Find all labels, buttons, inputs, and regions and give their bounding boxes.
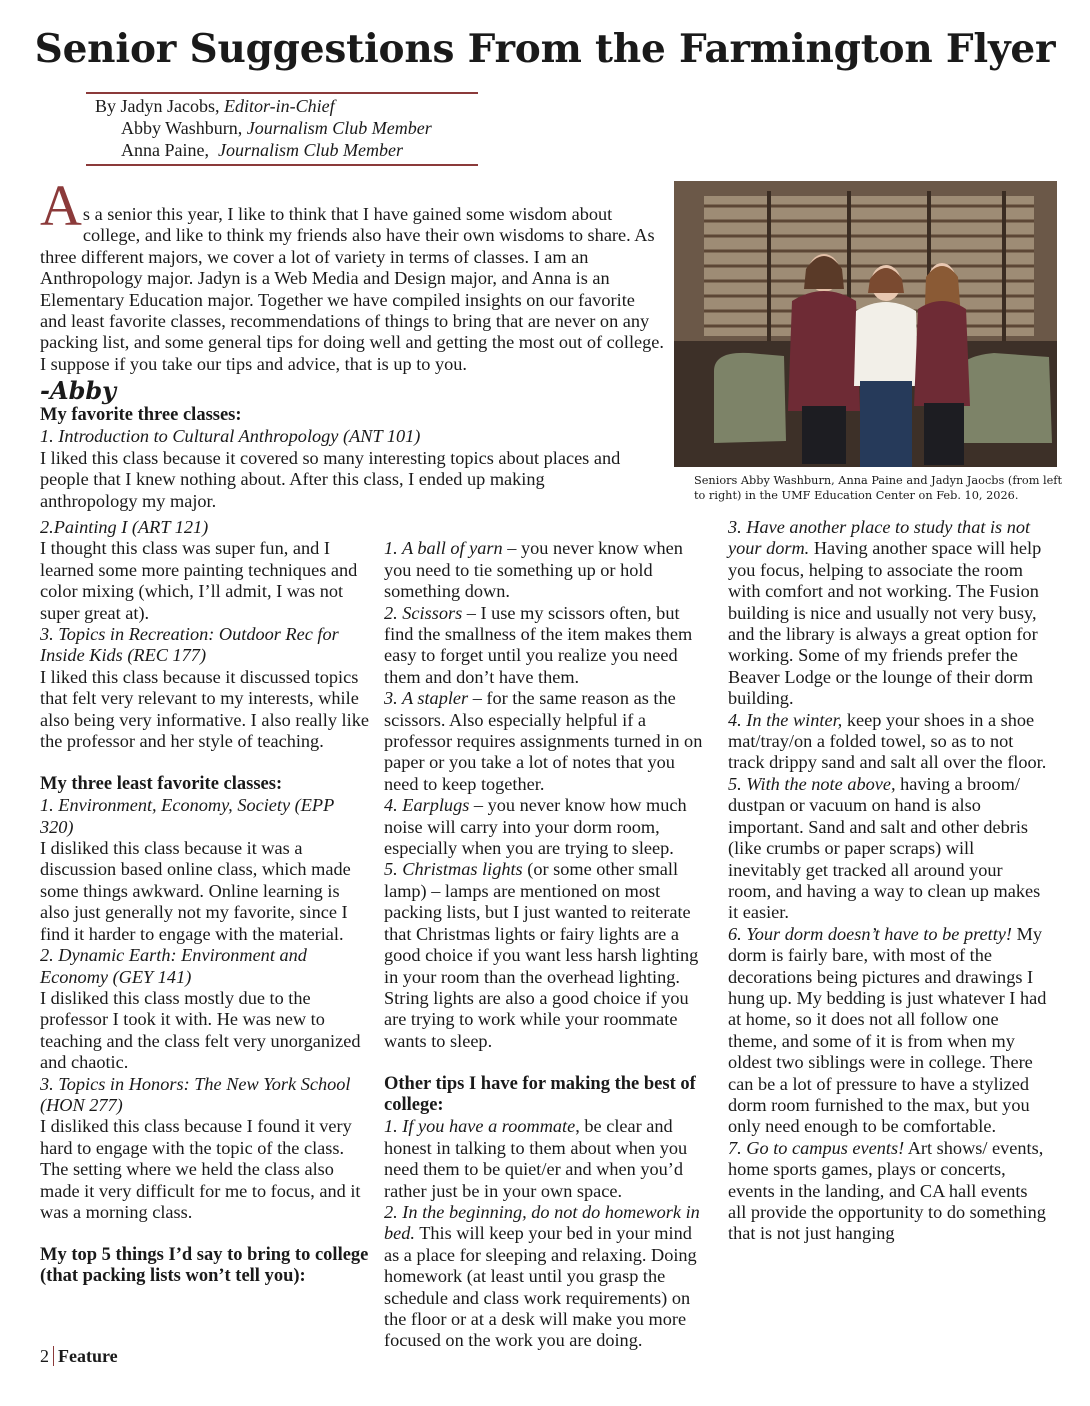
byline-line-2 <box>121 117 432 139</box>
class-title: 1. Introduction to Cultural Anthropology (ANT 101) <box>40 426 421 447</box>
intro-paragraph <box>40 173 664 375</box>
section-heading: My three least favorite classes: <box>40 773 283 794</box>
byline-name: Abby Washburn, <box>121 118 247 138</box>
tip-item: 6. Your dorm doesn’t have to be pretty! My dorm is fairly bare, with most of the decorations being pictures and drawings I hung up. My bedding is just whatever I had at home, so it does not all follow one theme, and some of it is from when my oldest two siblings were in college. There can be a lot of pressure to have a stylized dorm room furnished to the max, but you only need enough to be comfortable. <box>728 923 1047 1137</box>
class-text: I liked this class because it discussed topics that felt very relevant to my interests, while also being very informative. I also really like the professor and her style of teaching. <box>40 666 369 752</box>
class-text: I disliked this class mostly due to the professor I took it with. He was new to teaching and the class felt very unorganized and chaotic. <box>40 987 361 1073</box>
bring-item: 2. Scissors – I use my scissors often, but find the smallness of the item makes them easy to forget until you realize you need them and don’t have them. <box>384 602 693 687</box>
bring-item: 3. A stapler – for the same reason as the scissors. Also especially helpful if a professor requires assignments turned in on paper or you take a lot of notes that you need to keep together. <box>384 688 703 794</box>
tip-item: 3. Have another place to study that is not your dorm. Having another space will help you focus, helping to associate the room with comfort and not working. The Fusion building is nice and usually not very busy, and the library is always a great option for working. Some of my friends prefer the Beaver Lodge or the lounge of their dorm building. <box>728 517 1042 709</box>
class-text: I disliked this class because it was a discussion based online class, which made some things awkward. Online learning is also just generally not my favorite, since I find it harder to engage with the material. <box>40 838 351 944</box>
class-title: 3. Topics in Recreation: Outdoor Rec for Inside Kids (REC 177) <box>40 624 339 666</box>
section-heading: My favorite three classes: <box>40 405 242 425</box>
byline-role: Journalism Club Member <box>217 140 403 160</box>
column-2 <box>384 517 710 1352</box>
tip-item: 1. If you have a roommate, be clear and honest in talking to them about when you need them to be quiet/er and when you’d rather just be in your own space. <box>384 1116 688 1201</box>
intro-text: s a senior this year, I like to think that I have gained some wisdom about college, and like to think my friends also have their own wisdoms to share. As three different majors, we cover a lot of variety in terms of classes. I am an Anthropology major. Jadyn is a Web Media and Design major, and Anna is an Elementary Education major. Together we have compiled insights on our favorite and least favorite classes, recommendations of things to bring that are never on any packing list, and some general tips for doing well and getting the most out of college. I suppose if you take our tips and advice, that is up to you. <box>40 204 664 374</box>
section-heading: My top 5 things I’d say to bring to college (that packing lists won’t tell you): <box>40 1244 369 1287</box>
photo-caption: Seniors Abby Washburn, Anna Paine and Jadyn Jaocbs (from left to right) in the UMF Education Center on Feb. 10, 2026. <box>694 474 1063 502</box>
byline-role: Journalism Club Member <box>246 118 432 138</box>
byline-line-3 <box>121 139 403 161</box>
tip-item: 2. In the beginning, do not do homework in bed. This will keep your bed in your mind as a place for sleeping and relaxing. Doing homework (at least until you grasp the schedule and class work requirements) on the floor or at a desk will make you more focused on the work you are doing. <box>384 1201 700 1351</box>
byline-name: By Jadyn Jacobs, <box>95 96 224 116</box>
tip-item: 5. With the note above, having a broom/ dustpan or vacuum on hand is also important. Sand and salt and other debris (like crumbs or paper scraps) will inevitably get tracked all around your room, and having a way to clean up makes it easier. <box>728 773 1041 923</box>
tip-item: 4. In the winter, keep your shoes in a shoe mat/tray/on a folded towel, so as to not track drippy sand and salt all over the floor. <box>728 709 1047 773</box>
class-title: 3. Topics in Honors: The New York School (HON 277) <box>40 1073 351 1115</box>
section-heading: Other tips I have for making the best of college: <box>384 1073 696 1115</box>
column-1 <box>40 517 370 1288</box>
class-title: 1. Environment, Economy, Society (EPP 320) <box>40 795 334 837</box>
class-title: 2.Painting I (ART 121) <box>40 517 209 537</box>
author-signature: -Abby <box>40 376 117 405</box>
bring-item: 5. Christmas lights (or some other small lamp) – lamps are mentioned on most packing lists, but I just wanted to reiterate that Christmas lights or fairy lights are a good choice if you want less harsh lighting in your room than the overhead lighting. String lights are also a good choice if you are trying to work while your roommate wants to sleep. <box>384 859 699 1051</box>
section-label: Feature <box>58 1346 118 1366</box>
byline-name: Anna Paine, <box>121 140 218 160</box>
tip-item: 7. Go to campus events! Art shows/ events, home sports games, plays or concerts, events in the landing, and CA hall events all provide the opportunity to do something that is not just hanging <box>728 1137 1046 1244</box>
column-3 <box>728 517 1050 1245</box>
photo-illustration <box>674 181 1057 467</box>
byline-line-1 <box>95 95 335 117</box>
class-text: I liked this class because it covered so many interesting topics about places and people that I knew nothing about. After this class, I ended up making anthropology my major. <box>40 447 621 511</box>
byline-role: Editor-in-Chief <box>224 96 335 116</box>
class-title: 2. Dynamic Earth: Environment and Economy (GEY 141) <box>40 945 307 987</box>
class-text: I thought this class was super fun, and I learned some more painting techniques and color mixing (which, I’ll admit, I was not super great at). <box>40 538 358 623</box>
bring-item: 4. Earplugs – you never know how much noise will carry into your dorm room, especially when you are trying to sleep. <box>384 795 687 859</box>
article-title: Senior Suggestions From the Farmington Flyer <box>34 26 1056 72</box>
bring-item: 1. A ball of yarn – you never know when you need to tie something up or hold something down. <box>384 538 683 602</box>
page-number: 2 <box>40 1346 54 1366</box>
favorites-block <box>40 405 640 512</box>
seniors-photo <box>674 181 1057 467</box>
page-footer <box>40 1346 118 1367</box>
class-text: I disliked this class because I found it very hard to engage with the topic of the class. The setting where we held the class also made it very difficult for me to focus, and it was a morning class. <box>40 1116 361 1222</box>
drop-cap: A <box>40 173 82 238</box>
